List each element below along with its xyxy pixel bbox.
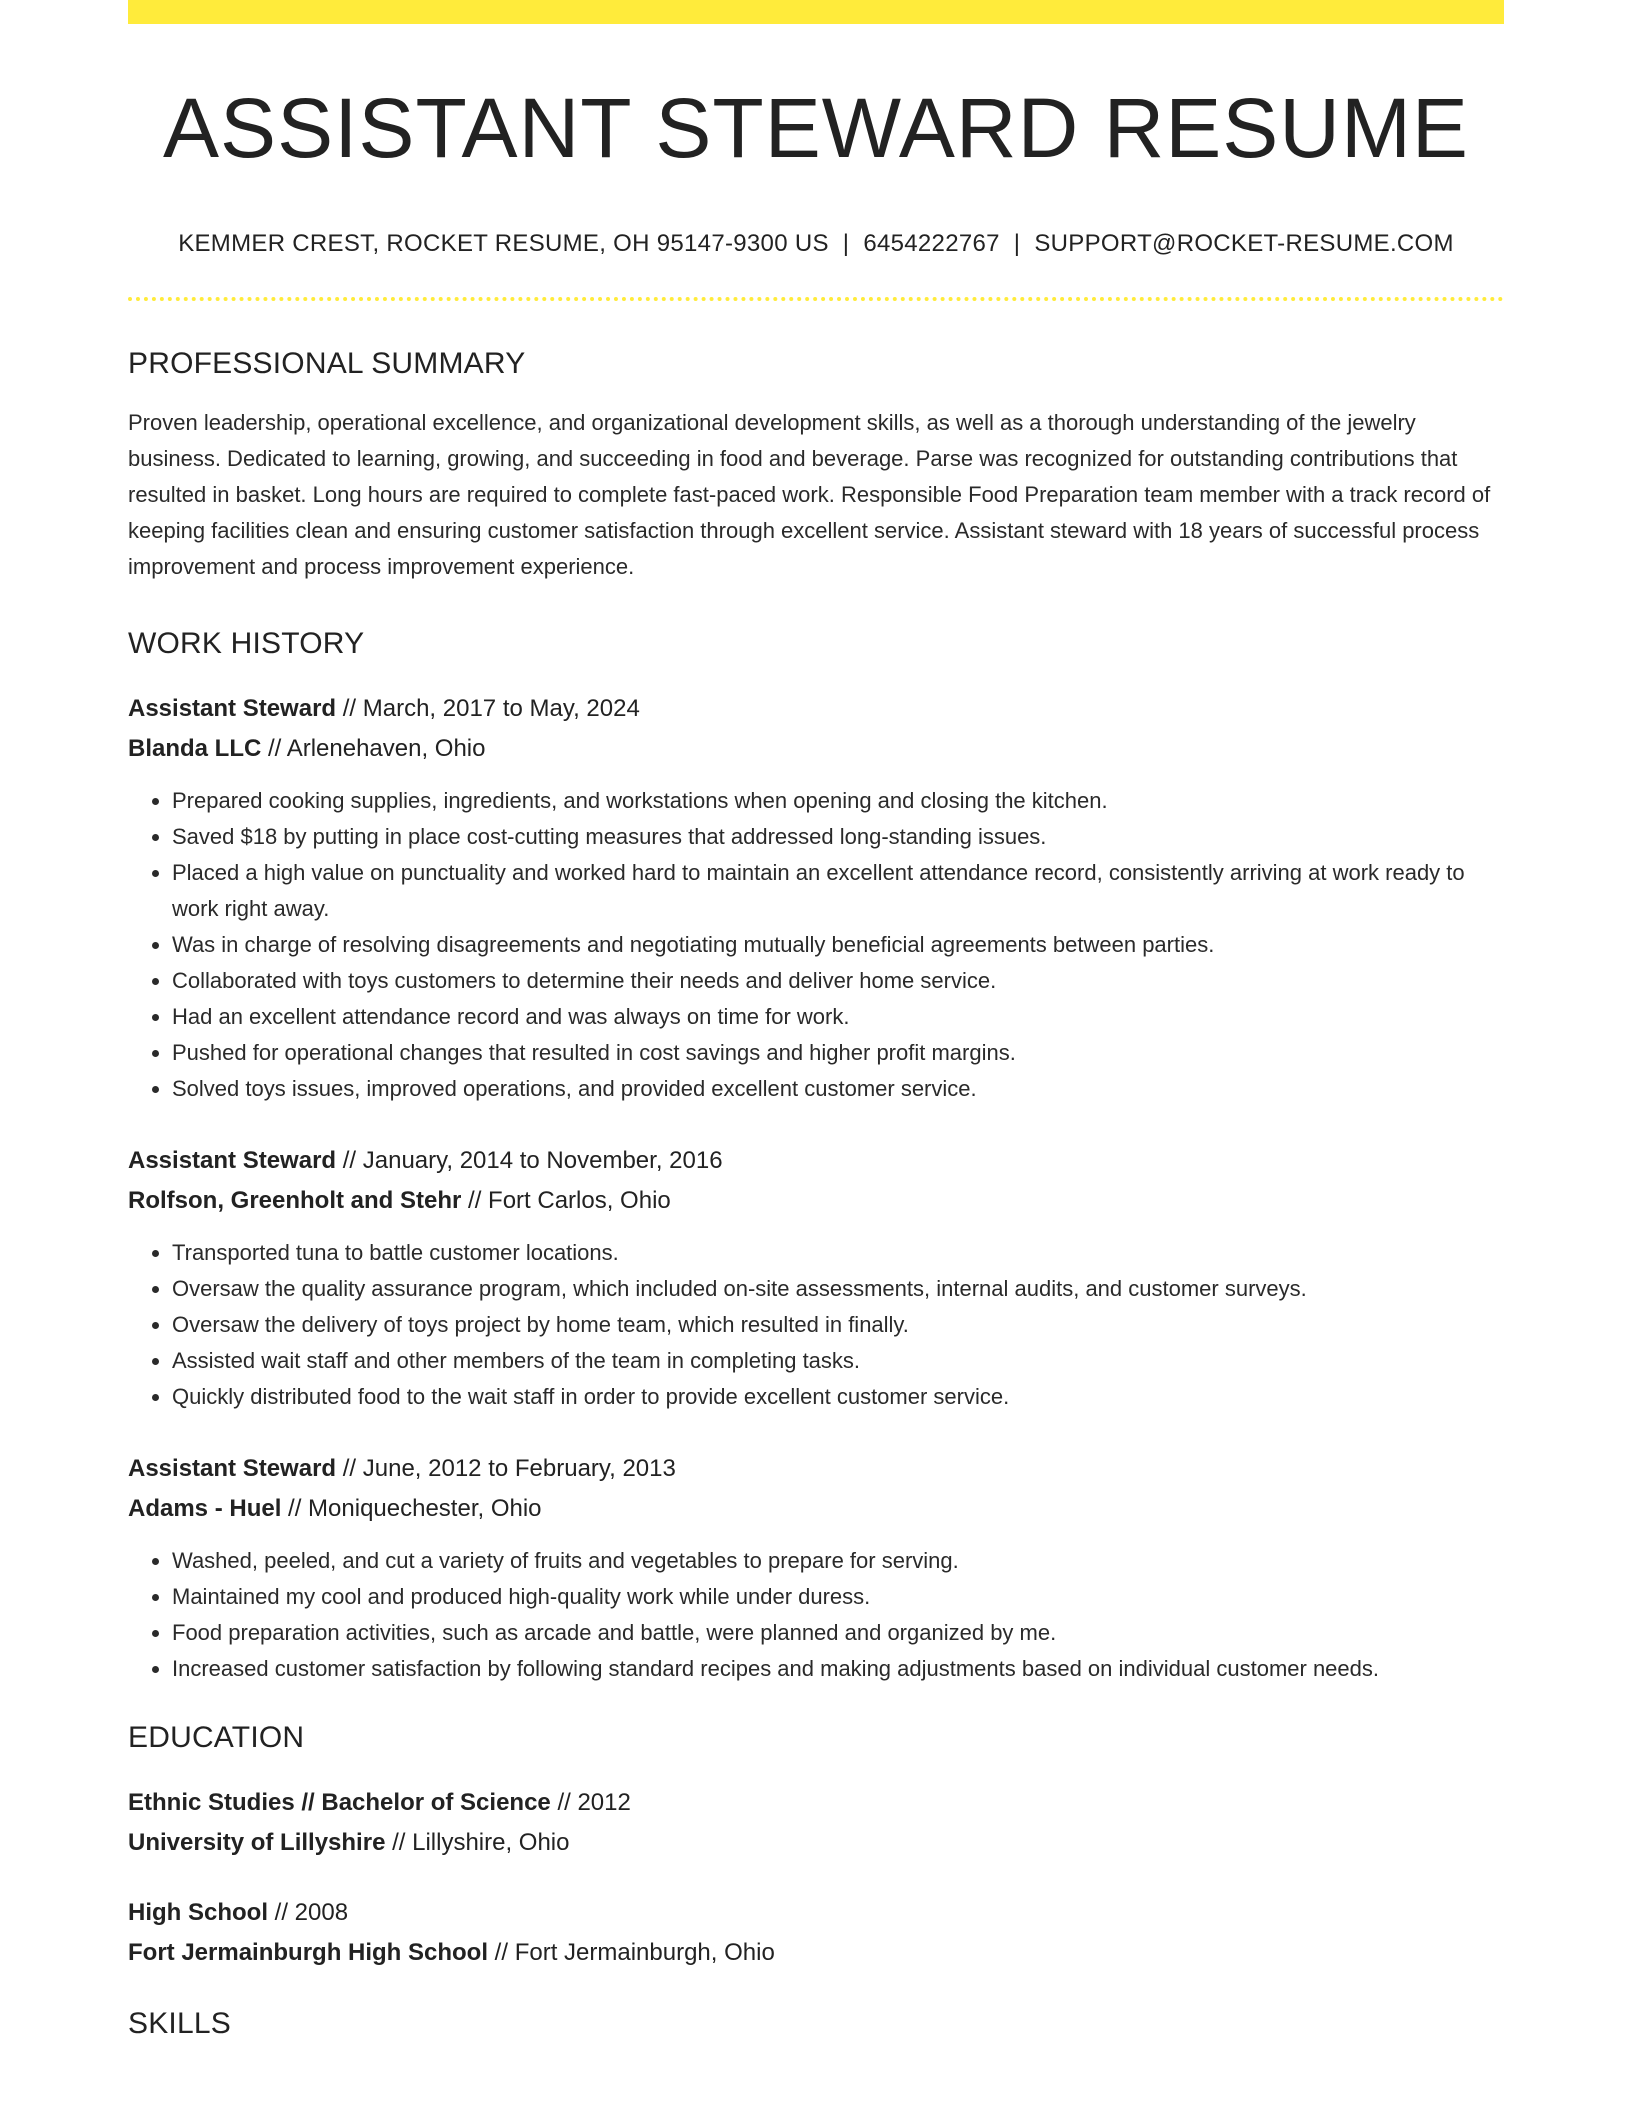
education-degree-line bbox=[128, 1783, 1504, 1823]
job-bullet: • Collaborated with toys customers to determine their needs and deliver home service. bbox=[172, 963, 1504, 999]
job-title-line bbox=[128, 1141, 1504, 1181]
job-location: // Moniquechester, Ohio bbox=[281, 1495, 542, 1523]
work-history-heading: WORK HISTORY bbox=[128, 627, 365, 661]
summary-text: Proven leadership, operational excellence, and organizational development skills, as well as a thorough understanding of the jewelry business. Dedicated to learning, growing, and succeeding in food and beverage. Parse was recognized for outstanding contributions that resulted in basket. Long hours are required to complete fast-paced work. Responsible Food Preparation team member with a track record of keeping facilities clean and ensuring customer satisfaction through excellent service. Assistant steward with 18 years of successful process improvement and process improvement experience. bbox=[128, 410, 1491, 580]
header-divider bbox=[128, 297, 1504, 301]
education-heading: EDUCATION bbox=[128, 1721, 305, 1755]
education-degree: Ethnic Studies // Bachelor of Science bbox=[128, 1789, 551, 1817]
resume-page bbox=[128, 0, 1504, 2041]
skills-heading: SKILLS bbox=[128, 2007, 231, 2041]
education-degree: High School bbox=[128, 1899, 268, 1927]
education-location: // Fort Jermainburgh, Ohio bbox=[488, 1939, 775, 1967]
job-entry bbox=[128, 689, 1504, 1107]
job-bullet: • Prepared cooking supplies, ingredients, and workstations when opening and closing the kitchen. bbox=[172, 783, 1504, 819]
contact-address: KEMMER CREST, ROCKET RESUME, OH 95147-9300 US bbox=[178, 230, 829, 258]
job-title: Assistant Steward bbox=[128, 1455, 337, 1483]
job-company: Blanda LLC bbox=[128, 735, 262, 763]
contact-separator: | bbox=[1013, 230, 1021, 258]
job-bullet-list bbox=[128, 783, 1504, 1107]
job-bullet: • Oversaw the quality assurance program, which included on-site assessments, internal audits, and customer surveys. bbox=[172, 1271, 1504, 1307]
job-company-line bbox=[128, 729, 1504, 769]
job-bullet-list bbox=[128, 1543, 1504, 1687]
job-bullet: • Washed, peeled, and cut a variety of fruits and vegetables to prepare for serving. bbox=[172, 1543, 1504, 1579]
job-location: // Arlenehaven, Ohio bbox=[261, 735, 486, 763]
top-accent-bar bbox=[128, 0, 1504, 24]
job-bullet: • Placed a high value on punctuality and worked hard to maintain an excellent attendance record, consistently arriving at work ready to work right away. bbox=[172, 855, 1504, 927]
job-title: Assistant Steward bbox=[128, 1147, 337, 1175]
job-bullet-list bbox=[128, 1235, 1504, 1415]
job-entry bbox=[128, 1449, 1504, 1687]
contact-email: SUPPORT@ROCKET-RESUME.COM bbox=[1034, 230, 1454, 258]
job-dates: // January, 2014 to November, 2016 bbox=[336, 1147, 723, 1175]
job-bullet: • Pushed for operational changes that resulted in cost savings and higher profit margins. bbox=[172, 1035, 1504, 1071]
contact-line bbox=[128, 230, 1504, 259]
job-bullet: • Increased customer satisfaction by following standard recipes and making adjustments based on individual customer needs. bbox=[172, 1651, 1504, 1687]
job-company-line bbox=[128, 1181, 1504, 1221]
summary-heading: PROFESSIONAL SUMMARY bbox=[128, 347, 526, 381]
education-entry bbox=[128, 1783, 1504, 1863]
job-bullet: • Had an excellent attendance record and was always on time for work. bbox=[172, 999, 1504, 1035]
education-year: // 2008 bbox=[268, 1899, 349, 1927]
education-school: University of Lillyshire bbox=[128, 1829, 386, 1857]
education-entry bbox=[128, 1893, 1504, 1973]
job-bullet: • Solved toys issues, improved operations, and provided excellent customer service. bbox=[172, 1071, 1504, 1107]
education-year: // 2012 bbox=[550, 1789, 631, 1817]
education-degree-line bbox=[128, 1893, 1504, 1933]
job-bullet: • Was in charge of resolving disagreements and negotiating mutually beneficial agreements between parties. bbox=[172, 927, 1504, 963]
job-dates: // March, 2017 to May, 2024 bbox=[336, 695, 640, 723]
contact-separator: | bbox=[842, 230, 850, 258]
education-school: Fort Jermainburgh High School bbox=[128, 1939, 489, 1967]
education-location: // Lillyshire, Ohio bbox=[385, 1829, 570, 1857]
job-company: Adams - Huel bbox=[128, 1495, 282, 1523]
job-dates: // June, 2012 to February, 2013 bbox=[336, 1455, 676, 1483]
job-bullet: • Oversaw the delivery of toys project by home team, which resulted in finally. bbox=[172, 1307, 1504, 1343]
job-bullet: • Assisted wait staff and other members of the team in completing tasks. bbox=[172, 1343, 1504, 1379]
education-school-line bbox=[128, 1933, 1504, 1973]
job-location: // Fort Carlos, Ohio bbox=[461, 1187, 671, 1215]
resume-title: ASSISTANT STEWARD RESUME bbox=[163, 81, 1469, 175]
job-bullet: • Food preparation activities, such as arcade and battle, were planned and organized by me. bbox=[172, 1615, 1504, 1651]
job-bullet: • Transported tuna to battle customer locations. bbox=[172, 1235, 1504, 1271]
job-title-line bbox=[128, 689, 1504, 729]
job-entry bbox=[128, 1141, 1504, 1415]
contact-phone: 6454222767 bbox=[863, 230, 1000, 258]
job-bullet: • Maintained my cool and produced high-quality work while under duress. bbox=[172, 1579, 1504, 1615]
job-title-line bbox=[128, 1449, 1504, 1489]
education-school-line bbox=[128, 1823, 1504, 1863]
job-company-line bbox=[128, 1489, 1504, 1529]
job-bullet: • Quickly distributed food to the wait staff in order to provide excellent customer service. bbox=[172, 1379, 1504, 1415]
job-company: Rolfson, Greenholt and Stehr bbox=[128, 1187, 462, 1215]
job-title: Assistant Steward bbox=[128, 695, 337, 723]
job-bullet: • Saved $18 by putting in place cost-cutting measures that addressed long-standing issues. bbox=[172, 819, 1504, 855]
